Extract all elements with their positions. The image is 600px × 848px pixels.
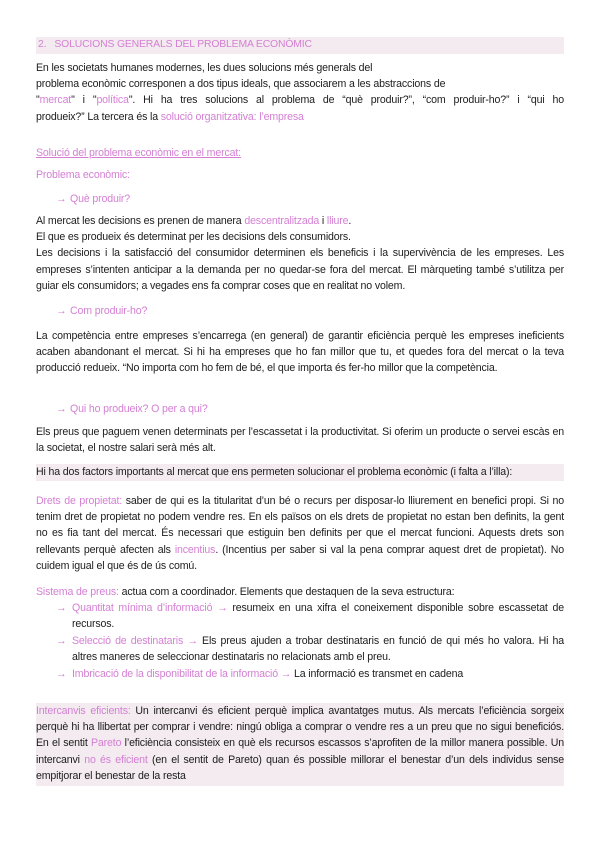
question-who-text: Qui ho produeix? O per a qui? <box>70 403 208 415</box>
question-what-text: Què produir? <box>70 193 131 205</box>
incentives-term: incentius <box>174 543 216 556</box>
how-paragraph: La competència entre empreses s’encarrega (en general) de garantir eficiència perquè les empreses ineficients acaben abandonant el mercat. Si hi ha empreses que ho fan millor que tu, et quedes fora del mercat o la teva producció redueix. “No importa com ho fem de bé, el que importa és fer-ho millor que la competència. <box>36 330 564 375</box>
price-item: → Selecció de destinataris → Els preus ajuden a trobar destinataris en funció de qui més ho valora. Hi ha altres maneres de seleccionar destinataris no relacionats amb el preu. <box>56 635 564 664</box>
section-number: 2. <box>38 39 47 50</box>
organizational-solution-term: solució organitzativa: l’empresa <box>160 110 304 123</box>
section-title <box>36 37 564 54</box>
pareto-term: Pareto <box>91 737 122 750</box>
problem-label: Problema econòmic: <box>36 169 130 181</box>
factors-statement: Hi ha dos factors importants al mercat que ens permeten solucionar el problema econòmic (i falta a l’illa): <box>36 464 564 481</box>
arrow-right-icon: → <box>56 635 67 647</box>
mercat-term: mercat <box>39 94 72 107</box>
who-paragraph: Els preus que paguem venen determinats per l’escassetat i la productivitat. Si oferim un producte o servei escàs en la societat, el nostre salari serà més alt. <box>36 426 564 455</box>
politica-term: política <box>96 94 129 107</box>
property-rights-paragraph: Drets de propietat: saber de qui es la titularitat d’un bé o recurs per disposar-lo lliurement en benefici propi. Si no tenim dret de propietat no podem vendre res. En els països on els drets de propietat no estan ben definits, la gent no es fia tant del mercat. És necessari que estiguin ben definits per que el mercat funcioni. Aquests drets son rellevants perquè afecten als incentius. (Incentius per saber si val la pena comprar aquest dret de propietat). No cuidem igual el que és de ús comú. <box>36 495 564 572</box>
price-system-label: Sistema de preus: <box>36 586 119 598</box>
price-item-title: Selecció de destinataris → <box>72 635 203 647</box>
price-item-title: Imbricació de la disponibilitat de la informació → <box>72 668 294 680</box>
price-system-intro: Sistema de preus: actua com a coordinador. Elements que destaquen de la seva estructura: <box>36 586 455 598</box>
intro-paragraph <box>36 60 564 125</box>
what-paragraph: Al mercat les decisions es prenen de manera descentralitzada i lliure. El que es produeix és determinat per les decisions dels consumidors. Les decisions i la satisfacció del consumidor determinen els beneficis i la supervivència de les empreses. Les empreses s’intenten anticipar a la demanda per no quedar-se fora del mercat. El màrqueting també s’utilitza per guiar els consumidors; a vegades ens fa comprar coses que en realitat no volem. <box>36 213 564 294</box>
arrow-right-icon: → <box>56 668 67 680</box>
question-how-text: Com produir-ho? <box>70 305 148 317</box>
property-rights-label: Drets de propietat: <box>36 495 123 507</box>
intro-line: En les societats humanes modernes, les dues solucions més generals del <box>36 62 373 74</box>
intro-line: "mercat" i "política". Hi ha tres solucions al problema de “què produir?”, “com produir-ho?” i “qui ho <box>36 94 564 107</box>
section-title-text: SOLUCIONS GENERALS DEL PROBLEMA ECONÒMIC <box>54 39 312 50</box>
arrow-right-icon: → <box>56 193 67 205</box>
price-item: → Imbricació de la disponibilitat de la informació → La informació es transmet en cadena <box>56 666 564 682</box>
question-who <box>56 401 584 417</box>
question-how <box>56 303 584 319</box>
question-what <box>56 191 584 207</box>
what-line: Les decisions i la satisfacció del consumidor determinen els beneficis i la supervivència de les empreses. Les empreses s’intenten anticipar a la demanda per no quedar-se fora del mercat. El màrqueting també s’utilitza per guiar els consumidors; a vegades ens fa comprar coses que en realitat no volem. <box>36 247 564 292</box>
price-item: → Quantitat mínima d’informació → resumeix en una xifra el coneixement disponible sobre escassetat de recursos. <box>56 602 564 631</box>
not-efficient-term: no és eficient <box>84 753 148 766</box>
efficient-exchange-paragraph: Intercanvis eficients: Un intercanvi és eficient perquè implica avantatges mutus. Als mercats l’eficiència sorgeix perquè hi ha llibertat per comprar i vendre: ningú obliga a comprar o vendre res a un preu que no sigui beneficiós. En el sentit Pareto l’eficiència consisteix en què els recursos escassos s’aprofiten de la millor manera possible. Un intercanvi no és eficient (en el sentit de Pareto) quan és possible millorar el benestar d’un dels individus sense empitjorar el benestar de la resta <box>36 703 564 786</box>
market-heading: Solució del problema econòmic en el mercat: <box>36 147 241 159</box>
arrow-right-icon: → <box>56 305 67 317</box>
intro-line: problema econòmic corresponen a dos tipus ideals, que associarem a les abstraccions de <box>36 78 446 91</box>
decentralized-term: descentralitzada <box>244 215 320 227</box>
intro-line: produeix?” La tercera és la solució organitzativa: l’empresa <box>36 110 304 123</box>
arrow-right-icon: → <box>56 403 67 415</box>
efficient-exchange-label: Intercanvis eficients: <box>36 705 131 717</box>
free-term: lliure <box>326 215 349 227</box>
arrow-right-icon: → <box>56 602 67 614</box>
what-line: El que es produeix és determinat per les decisions dels consumidors. <box>36 231 351 244</box>
price-item-title: Quantitat mínima d’informació → <box>72 602 233 614</box>
